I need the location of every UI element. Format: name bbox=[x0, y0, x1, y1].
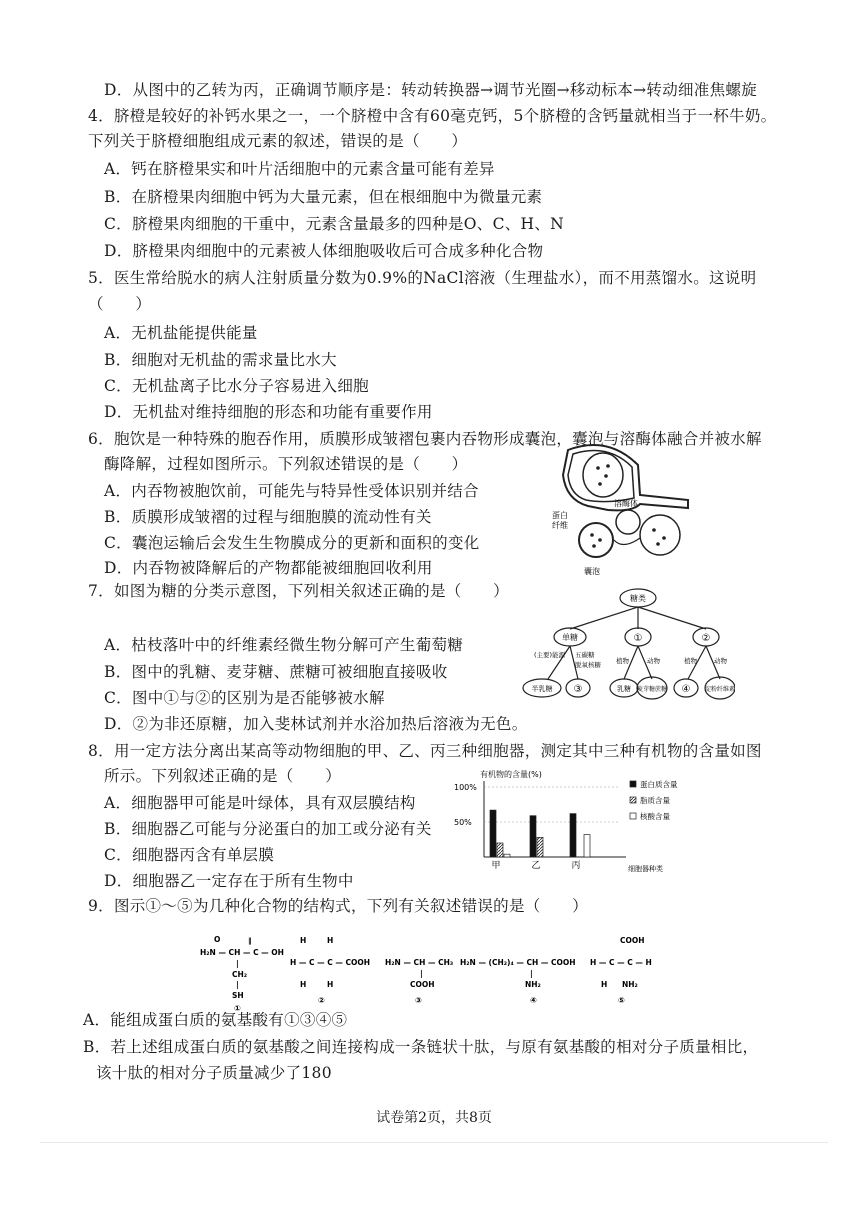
chart-x-tick-label: 乙 bbox=[531, 861, 541, 871]
chart-bar bbox=[530, 816, 536, 857]
leaf-galactose: 半乳糖 bbox=[531, 685, 553, 693]
q8-option-d: D．细胞器乙一定存在于所有生物中 bbox=[104, 872, 354, 890]
q4-option-c: C．脐橙果肉细胞的干重中，元素含量最多的四种是O、C、H、N bbox=[104, 215, 565, 233]
q6-option-b: B．质膜形成皱褶的过程与细胞膜的流动性有关 bbox=[104, 508, 432, 526]
node-1: ① bbox=[633, 633, 643, 644]
formula-3-main: H₂N — CH — CH₃ bbox=[385, 958, 454, 967]
formula-1-sh: SH bbox=[232, 991, 244, 1000]
formula-2-h-top-1: H bbox=[300, 936, 307, 945]
formula-5-number: ⑤ bbox=[618, 996, 625, 1005]
leaf-lactose: 乳糖 bbox=[617, 685, 631, 693]
formula-2-number: ② bbox=[318, 996, 325, 1005]
q5-option-c: C．无机盐离子比水分子容易进入细胞 bbox=[104, 377, 369, 395]
pinocytosis-diagram bbox=[548, 440, 698, 580]
leaf-starch-cellulose: 淀粉纤维素 bbox=[704, 686, 735, 693]
edge-label-animal-1: 动物 bbox=[647, 657, 660, 665]
formula-2-h-bottom-2: H bbox=[327, 980, 334, 989]
chart-bar bbox=[490, 810, 496, 857]
q5-stem-cont: （ ） bbox=[88, 295, 152, 313]
chart-legend-swatch bbox=[630, 781, 636, 787]
label-fiber: 纤维 bbox=[552, 521, 568, 530]
q9-option-b: B．若上述组成蛋白质的氨基酸之间连接构成一条链状十肽，与原有氨基酸的相对分子质量相比， bbox=[83, 1038, 759, 1056]
label-lysosome: 溶酶体 bbox=[614, 499, 638, 508]
q9-stem: 9．图示①～⑤为几种化合物的结构式，下列有关叙述错误的是（ ） bbox=[88, 897, 588, 915]
formula-5-side: NH₂ bbox=[622, 980, 638, 989]
formula-1-main: H₂N — CH — C — OH bbox=[200, 948, 284, 957]
q8-option-b: B．细胞器乙可能与分泌蛋白的加工或分泌有关 bbox=[104, 820, 432, 838]
q4-option-d: D．脐橙果肉细胞中的元素被人体细胞吸收后可合成多种化合物 bbox=[104, 242, 544, 260]
label-protein: 蛋白 bbox=[552, 511, 568, 520]
formula-2-h-bottom-1: H bbox=[300, 980, 307, 989]
q7-stem: 7．如图为糖的分类示意图，下列相关叙述正确的是（ ） bbox=[88, 582, 509, 600]
chart-legend-label: 脂质含量 bbox=[640, 796, 670, 805]
formula-1-bond: | bbox=[236, 959, 239, 968]
chart-ylabel: 有机物的含量(%) bbox=[480, 770, 542, 779]
formula-1-side: CH₂ bbox=[232, 970, 248, 979]
node-root: 糖类 bbox=[630, 594, 646, 603]
page-footer: 试卷第2页，共8页 bbox=[376, 1110, 492, 1126]
formula-2-main: H — C — C — COOH bbox=[290, 958, 370, 967]
q8-stem-cont: 所示。下列叙述正确的是（ ） bbox=[104, 767, 342, 785]
leaf-3: ③ bbox=[573, 684, 583, 695]
chart-legend-label: 蛋白质含量 bbox=[640, 780, 678, 789]
q6-stem-cont: 酶降解，过程如图所示。下列叙述错误的是（ ） bbox=[104, 455, 468, 473]
sugar-classification-diagram bbox=[520, 585, 735, 710]
node-2: ② bbox=[701, 633, 711, 644]
formula-1-number: ① bbox=[234, 1004, 241, 1013]
chart-bar bbox=[570, 814, 576, 857]
edge-label-pentose: 五碳糖 bbox=[575, 651, 595, 659]
edge-label-plant-2: 植物 bbox=[684, 657, 697, 665]
leaf-4: ④ bbox=[681, 684, 691, 695]
chart-bar bbox=[537, 837, 543, 857]
formula-3-side: COOH bbox=[410, 980, 435, 989]
chart-bar bbox=[497, 843, 503, 857]
edge-label-deoxyribose: 脱氧核糖 bbox=[575, 661, 601, 669]
formula-4-side: NH₂ bbox=[525, 980, 541, 989]
q5-stem: 5．医生常给脱水的病人注射质量分数为0.9%的NaCl溶液（生理盐水），而不用蒸馏水。这说明 bbox=[88, 269, 757, 287]
q5-option-d: D．无机盐对维持细胞的形态和功能有重要作用 bbox=[104, 403, 433, 421]
organelle-bar-chart bbox=[450, 765, 690, 875]
node-monosaccharide: 单糖 bbox=[562, 633, 578, 642]
q8-option-a: A．细胞器甲可能是叶绿体，具有双层膜结构 bbox=[104, 794, 416, 812]
chart-legend-label: 核酸含量 bbox=[640, 812, 670, 821]
leaf-maltose-sucrose: 麦芽糖蔗糖 bbox=[636, 686, 668, 693]
chart-legend-swatch bbox=[630, 797, 636, 803]
edge-label-animal-2: 动物 bbox=[714, 657, 727, 665]
q7-option-c: C．图中①与②的区别为是否能够被水解 bbox=[104, 689, 385, 707]
q7-option-b: B．图中的乳糖、麦芽糖、蔗糖可被细胞直接吸收 bbox=[104, 663, 448, 681]
formula-4-bond: | bbox=[530, 969, 533, 978]
q3-option-d: D．从图中的乙转为丙，正确调节顺序是：转动转换器→调节光圈→移动标本→转动细准焦螺旋 bbox=[104, 81, 757, 99]
q9-option-b-cont: 该十肽的相对分子质量减少了180 bbox=[96, 1064, 332, 1082]
chart-x-tick-label: 丙 bbox=[571, 861, 581, 871]
formula-5-top: COOH bbox=[620, 936, 645, 945]
chart-bar bbox=[584, 835, 590, 857]
q5-option-a: A．无机盐能提供能量 bbox=[104, 324, 258, 342]
chart-y-tick-label: 100% bbox=[454, 783, 477, 792]
bottom-rule bbox=[40, 1142, 828, 1143]
chart-x-tick-label: 甲 bbox=[491, 861, 501, 871]
label-vesicle: 囊泡 bbox=[584, 567, 600, 576]
chart-bar bbox=[504, 854, 510, 857]
formula-4-number: ④ bbox=[530, 996, 537, 1005]
q8-option-c: C．细胞器丙含有单层膜 bbox=[104, 846, 275, 864]
q4-option-a: A．钙在脐橙果实和叶片活细胞中的元素含量可能有差异 bbox=[104, 160, 495, 178]
q7-option-d: D．②为非还原糖，加入斐林试剂并水浴加热后溶液为无色。 bbox=[104, 715, 528, 733]
chart-xlabel: 细胞器种类 bbox=[628, 865, 663, 873]
q6-stem: 6．胞饮是一种特殊的胞吞作用，质膜形成皱褶包裹内吞物形成囊泡，囊泡与溶酶体融合并被水解 bbox=[88, 430, 762, 448]
formula-3-bond: | bbox=[420, 969, 423, 978]
chart-y-tick-label: 50% bbox=[454, 818, 472, 827]
formula-1-bond-2: | bbox=[236, 980, 239, 989]
q4-stem: 4．脐橙是较好的补钙水果之一，一个脐橙中含有60毫克钙，5个脐橙的含钙量就相当于一杯牛奶。 bbox=[88, 107, 777, 125]
formula-5-h-bottom: H bbox=[601, 980, 608, 989]
q4-stem-cont: 下列关于脐橙细胞组成元素的叙述，错误的是（ ） bbox=[88, 132, 468, 150]
q5-option-b: B．细胞对无机盐的需求量比水大 bbox=[104, 351, 337, 369]
amino-acid-structural-formulas bbox=[200, 935, 680, 1015]
formula-3-number: ③ bbox=[415, 996, 422, 1005]
formula-5-main: H — C — C — H bbox=[590, 958, 652, 967]
formula-2-h-top-2: H bbox=[327, 936, 334, 945]
q6-option-a: A．内吞物被胞饮前，可能先与特异性受体识别并结合 bbox=[104, 482, 479, 500]
q6-option-d: D．内吞物被降解后的产物都能被细胞回收利用 bbox=[104, 559, 433, 577]
formula-1-oxygen: O bbox=[214, 935, 221, 944]
q7-option-a: A．枯枝落叶中的纤维素经微生物分解可产生葡萄糖 bbox=[104, 636, 464, 654]
edge-label-plant-1: 植物 bbox=[616, 657, 629, 665]
formula-1-double-bond: ‖ bbox=[248, 937, 252, 945]
q9-option-a: A．能组成蛋白质的氨基酸有①③④⑤ bbox=[83, 1011, 348, 1029]
q6-option-c: C．囊泡运输后会发生生物膜成分的更新和面积的变化 bbox=[104, 534, 480, 552]
edge-label-energy: (主要)能源 bbox=[534, 651, 566, 659]
formula-4-main: H₂N — (CH₂)₄ — CH — COOH bbox=[460, 958, 576, 967]
chart-legend-swatch bbox=[630, 813, 636, 819]
q4-option-b: B．在脐橙果肉细胞中钙为大量元素，但在根细胞中为微量元素 bbox=[104, 188, 543, 206]
q8-stem: 8．用一定方法分离出某高等动物细胞的甲、乙、丙三种细胞器，测定其中三种有机物的含量如图 bbox=[88, 742, 762, 760]
